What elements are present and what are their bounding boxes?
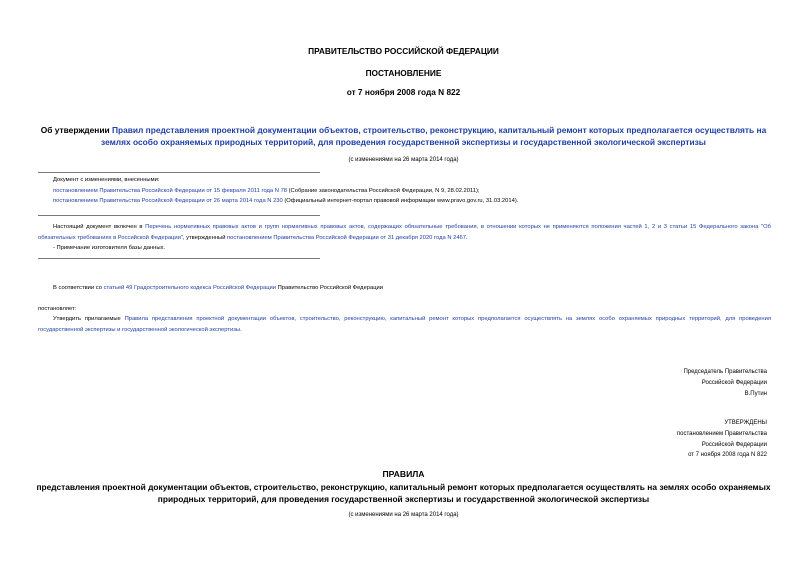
basis-paragraph [38,283,771,294]
basis-text: В соответствии со [53,285,104,291]
signature-name: В.Путин [744,390,767,397]
rules-changes-note: (с изменениями на 26 марта 2014 года) [348,512,459,518]
rules-title: ПРАВИЛА [382,469,425,479]
title-link[interactable]: Правил представления проектной документации объектов, строительство, реконструкцию, капитальный ремонт которых предполагается осуществлять на землях особо охраняемых природных территорий, для проведения государственной экспертизы и государственной экологической экспертизы [101,125,767,147]
inclusion-decree-link[interactable]: постановлением Правительства Российской Федерации от 31 декабря 2020 года N 2467 [227,234,467,241]
changes-note: (с изменениями на 26 марта 2014 года) [348,157,459,163]
amendments-block [53,175,518,207]
approval-block [677,418,767,461]
amendment-source: (Собрание законодательства Российской Федерации, N 9, 28.02.2011); [287,187,480,194]
rules-link[interactable]: Правила представления проектной документации объектов, строительство, реконструкцию, капитальный ремонт которых предполагается осуществлять на землях особо охраняемых природных территорий, для проведения государственной экспертизы и государственной экологической экспертизы [38,316,771,333]
approval-line: УТВЕРЖДЕНЫ [724,420,767,426]
document-title [30,124,777,148]
divider [38,172,320,173]
document-type-heading: ПОСТАНОВЛЕНИЕ [365,68,442,78]
inclusion-list-link[interactable]: Перечень нормативных правовых актов и групп нормативных правовых актов, содержащих обязательные требования, в отношении которых не применяются положения частей 1, 2 и 3 статьи 15 Федерального закона "Об обязательных требованиях в Российской Федерации" [38,224,771,241]
amendment-source: (Официальный интернет-портал правовой информации www.pravo.gov.ru, 31.03.2014). [282,198,519,204]
decree-text: . [240,326,242,333]
inclusion-footnote: - Примечание изготовителя базы данных. [53,245,166,251]
inclusion-text: , утвержденный [182,234,228,241]
amendment-link[interactable]: постановлением Правительства Российской Федерации от 26 марта 2014 года N 230 [53,198,283,204]
approval-line: от 7 ноября 2008 года N 822 [688,452,767,459]
amendment-item [53,196,518,207]
amendment-item [53,186,518,197]
inclusion-text: . [466,234,468,241]
amendments-intro: Документ с изменениями, внесенными: [53,177,160,183]
inclusion-note [38,222,771,254]
signature-line: Председатель Правительства [683,369,767,375]
amendment-link[interactable]: постановлением Правительства Российской Федерации от 15 февраля 2011 года N 78 [53,187,288,194]
rules-subtitle: представления проектной документации объектов, строительство, реконструкцию, капитальный ремонт которых предполагается осуществлять на землях особо охраняемых природных территорий, для проведения государственной экспертизы и государственной экологической экспертизы [36,482,771,504]
date-number-heading: от 7 ноября 2008 года N 822 [346,87,461,97]
approval-line: постановлением Правительства [676,430,767,437]
decree-paragraph [38,314,771,335]
divider [38,258,320,259]
divider [38,215,320,216]
signature-line: Российской Федерации [701,379,767,386]
inclusion-text: Настоящий документ включен в [53,224,146,230]
approval-line: Российской Федерации [701,441,767,448]
basis-text: Правительство Российской Федерации [276,285,384,291]
title-prefix: Об утверждении [40,125,112,135]
signature-block [683,367,767,399]
decree-text: Утвердить прилагаемые [53,316,125,322]
decree-label: постановляет: [38,306,77,312]
government-heading: ПРАВИТЕЛЬСТВО РОССИЙСКОЙ ФЕДЕРАЦИИ [308,46,499,56]
code-article-link[interactable]: статьей 49 Градостроительного кодекса Российской Федерации [103,285,277,291]
